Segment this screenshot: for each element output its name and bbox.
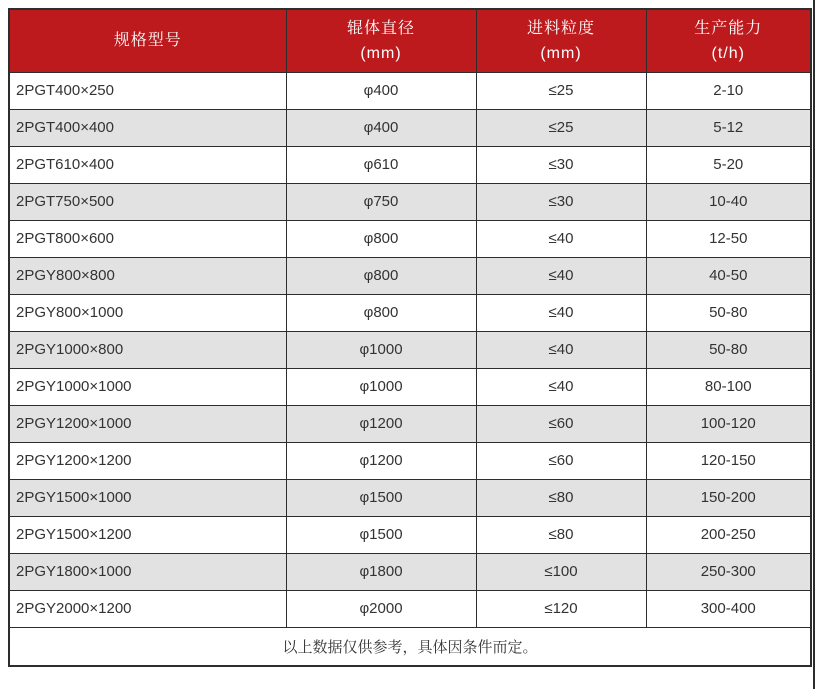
cell-diameter: φ1000 — [286, 368, 476, 405]
table-row — [9, 220, 811, 257]
column-header-model-label: 规格型号 — [113, 32, 182, 50]
table-row — [9, 479, 811, 516]
cell-diameter: φ800 — [286, 220, 476, 257]
cell-diameter: φ1800 — [286, 553, 476, 590]
cell-diameter: φ2000 — [286, 590, 476, 627]
cell-capacity: 150-200 — [646, 479, 811, 516]
cell-feed-size: ≤120 — [476, 590, 646, 627]
table-row — [9, 183, 811, 220]
cell-model: 2PGT400×250 — [9, 72, 286, 109]
cell-model: 2PGY1200×1000 — [9, 405, 286, 442]
cell-model: 2PGY1800×1000 — [9, 553, 286, 590]
cell-diameter: φ1500 — [286, 479, 476, 516]
cell-model: 2PGT800×600 — [9, 220, 286, 257]
spec-table-body — [9, 72, 811, 627]
cell-capacity: 50-80 — [646, 331, 811, 368]
column-header-model — [9, 9, 286, 72]
column-header-diameter-label: 辊体直径 — [346, 19, 415, 37]
column-header-diameter — [286, 9, 476, 72]
cell-model: 2PGY1200×1200 — [9, 442, 286, 479]
cell-model: 2PGY1000×1000 — [9, 368, 286, 405]
cell-model: 2PGY1500×1000 — [9, 479, 286, 516]
cell-capacity: 80-100 — [646, 368, 811, 405]
table-row — [9, 109, 811, 146]
spec-table-footer — [9, 627, 811, 666]
cell-capacity: 100-120 — [646, 405, 811, 442]
cell-model: 2PGY800×800 — [9, 257, 286, 294]
table-row — [9, 442, 811, 479]
column-header-diameter-unit: (mm) — [360, 44, 402, 62]
cell-feed-size: ≤25 — [476, 109, 646, 146]
cell-capacity: 250-300 — [646, 553, 811, 590]
cell-capacity: 50-80 — [646, 294, 811, 331]
cell-feed-size: ≤40 — [476, 331, 646, 368]
cell-model: 2PGT400×400 — [9, 109, 286, 146]
page-right-edge-line — [813, 0, 815, 689]
cell-diameter: φ750 — [286, 183, 476, 220]
cell-capacity: 40-50 — [646, 257, 811, 294]
table-row — [9, 146, 811, 183]
table-row — [9, 590, 811, 627]
cell-feed-size: ≤25 — [476, 72, 646, 109]
cell-capacity: 2-10 — [646, 72, 811, 109]
cell-feed-size: ≤30 — [476, 146, 646, 183]
cell-model: 2PGY2000×1200 — [9, 590, 286, 627]
cell-feed-size: ≤40 — [476, 294, 646, 331]
cell-feed-size: ≤40 — [476, 220, 646, 257]
cell-capacity: 12-50 — [646, 220, 811, 257]
cell-diameter: φ1000 — [286, 331, 476, 368]
cell-model: 2PGY1500×1200 — [9, 516, 286, 553]
cell-diameter: φ800 — [286, 294, 476, 331]
cell-diameter: φ400 — [286, 109, 476, 146]
cell-diameter: φ800 — [286, 257, 476, 294]
cell-diameter: φ610 — [286, 146, 476, 183]
table-row — [9, 294, 811, 331]
cell-model: 2PGY1000×800 — [9, 331, 286, 368]
cell-capacity: 10-40 — [646, 183, 811, 220]
cell-feed-size: ≤30 — [476, 183, 646, 220]
cell-model: 2PGY800×1000 — [9, 294, 286, 331]
cell-feed-size: ≤100 — [476, 553, 646, 590]
column-header-capacity-unit: (t/h) — [711, 44, 745, 62]
column-header-feed-size — [476, 9, 646, 72]
column-header-capacity — [646, 9, 811, 72]
footnote-text: 以上数据仅供参考，具体因条件而定。 — [9, 627, 811, 666]
table-row — [9, 331, 811, 368]
cell-feed-size: ≤60 — [476, 442, 646, 479]
table-row — [9, 257, 811, 294]
cell-capacity: 200-250 — [646, 516, 811, 553]
footnote-row — [9, 627, 811, 666]
cell-feed-size: ≤40 — [476, 257, 646, 294]
column-header-capacity-label: 生产能力 — [694, 19, 763, 37]
spec-table — [8, 8, 812, 667]
cell-capacity: 5-20 — [646, 146, 811, 183]
cell-diameter: φ1200 — [286, 405, 476, 442]
cell-capacity: 300-400 — [646, 590, 811, 627]
cell-capacity: 120-150 — [646, 442, 811, 479]
table-row — [9, 553, 811, 590]
table-row — [9, 516, 811, 553]
table-row — [9, 72, 811, 109]
cell-feed-size: ≤60 — [476, 405, 646, 442]
table-row — [9, 405, 811, 442]
cell-feed-size: ≤80 — [476, 516, 646, 553]
cell-diameter: φ400 — [286, 72, 476, 109]
cell-diameter: φ1200 — [286, 442, 476, 479]
cell-model: 2PGT750×500 — [9, 183, 286, 220]
table-row — [9, 368, 811, 405]
cell-feed-size: ≤40 — [476, 368, 646, 405]
spec-table-header — [9, 9, 811, 72]
column-header-feed-size-unit: (mm) — [540, 44, 582, 62]
header-row — [9, 9, 811, 72]
cell-feed-size: ≤80 — [476, 479, 646, 516]
cell-capacity: 5-12 — [646, 109, 811, 146]
cell-model: 2PGT610×400 — [9, 146, 286, 183]
column-header-feed-size-label: 进料粒度 — [526, 19, 595, 37]
cell-diameter: φ1500 — [286, 516, 476, 553]
